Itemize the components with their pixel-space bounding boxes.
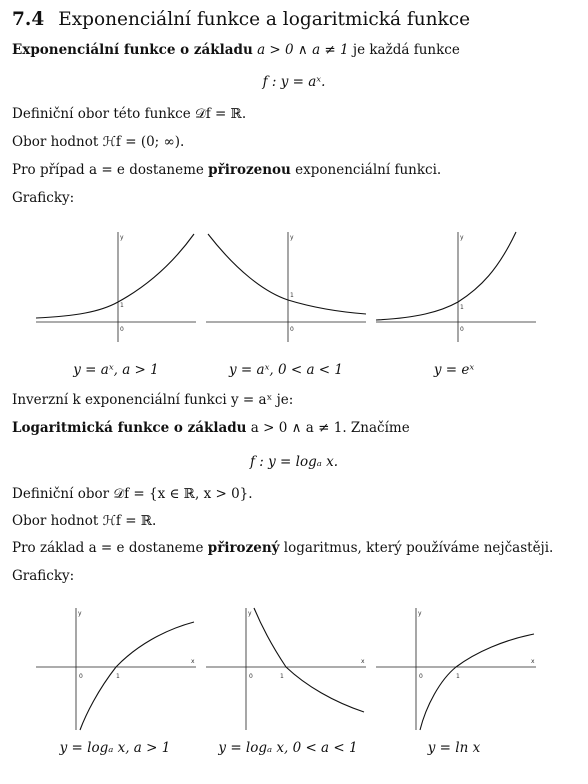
graph-exp-a-gt-1 <box>36 230 198 342</box>
section-title: Exponenciální funkce a logaritmická funkce <box>58 9 471 30</box>
tick-zero: 0 <box>79 673 83 680</box>
exp-natural-pre: Pro případ a = e dostaneme <box>12 162 204 178</box>
exp-graphs-label: Graficky: <box>12 190 75 206</box>
caption-log-e: y = ln x <box>427 740 481 756</box>
x-axis-label: x <box>361 658 365 665</box>
log-def-rest: a > 0 ∧ a ≠ 1. Značíme <box>250 420 410 436</box>
x-axis-label: x <box>191 658 195 665</box>
exp-def-rest: je každá funkce <box>352 42 460 58</box>
exp-curve <box>208 234 366 314</box>
section-number: 7.4 <box>12 9 45 30</box>
tick-one: 1 <box>116 673 120 680</box>
graph-exp-a-lt-1 <box>206 230 368 342</box>
exp-definition <box>12 42 460 58</box>
log-domain: Definiční obor 𝒟f = {x ∈ ℝ, x > 0}. <box>12 486 253 502</box>
exp-curve <box>376 232 516 320</box>
log-natural-pre: Pro základ a = e dostaneme <box>12 540 204 556</box>
graph-log-a-gt-1 <box>36 606 198 731</box>
log-natural-bold: přirozený <box>207 540 280 556</box>
log-formula: f : y = logₐ x. <box>249 454 338 470</box>
caption-log-a-gt-1: y = logₐ x, a > 1 <box>59 740 171 756</box>
exp-range: Obor hodnot ℋf = (0; ∞). <box>12 134 185 150</box>
log-natural <box>12 540 553 556</box>
y-axis-label: y <box>460 234 464 241</box>
y-axis-label: y <box>120 234 124 241</box>
y-axis-label: y <box>78 610 82 617</box>
log-range: Obor hodnot ℋf = ℝ. <box>12 513 157 529</box>
log-graphs-label: Graficky: <box>12 568 75 584</box>
caption-exp-a-gt-1: y = aˣ, a > 1 <box>73 362 159 378</box>
log-curve <box>420 634 534 730</box>
exp-formula: f : y = aˣ. <box>262 74 326 90</box>
caption-log-a-lt-1: y = logₐ x, 0 < a < 1 <box>218 740 358 756</box>
exp-curve <box>36 234 194 318</box>
graph-exp-e <box>376 230 538 342</box>
log-natural-post: logaritmus, který používáme nejčastěji. <box>283 540 554 556</box>
x-axis-label: x <box>531 658 535 665</box>
tick-one: 1 <box>280 673 284 680</box>
exp-natural <box>12 162 441 178</box>
exp-natural-bold: přirozenou <box>208 162 291 178</box>
graph-log-a-lt-1 <box>206 606 368 731</box>
exp-def-cond: a > 0 ∧ a ≠ 1 <box>257 42 349 58</box>
log-definition <box>12 420 410 436</box>
caption-exp-a-lt-1: y = aˣ, 0 < a < 1 <box>229 362 343 378</box>
log-inverse: Inverzní k exponenciální funkci y = aˣ je: <box>12 392 294 408</box>
exp-domain: Definiční obor této funkce 𝒟f = ℝ. <box>12 106 247 122</box>
caption-exp-e: y = eˣ <box>433 362 475 378</box>
tick-zero: 0 <box>249 673 253 680</box>
graph-log-e <box>376 606 538 731</box>
tick-zero: 0 <box>419 673 423 680</box>
y-axis-label: y <box>248 610 252 617</box>
tick-zero: 0 <box>290 326 294 333</box>
y-axis-label: y <box>290 234 294 241</box>
section-heading <box>12 9 470 30</box>
exp-natural-post: exponenciální funkci. <box>295 162 442 178</box>
tick-one: 1 <box>456 673 460 680</box>
tick-one: 1 <box>460 304 464 311</box>
tick-zero: 0 <box>120 326 124 333</box>
tick-one: 1 <box>290 292 294 299</box>
log-curve <box>80 622 194 730</box>
log-curve <box>254 608 364 712</box>
log-def-bold: Logaritmická funkce o základu <box>12 420 247 436</box>
y-axis-label: y <box>418 610 422 617</box>
tick-zero: 0 <box>460 326 464 333</box>
tick-one: 1 <box>120 302 124 309</box>
exp-def-bold: Exponenciální funkce o základu <box>12 42 253 58</box>
